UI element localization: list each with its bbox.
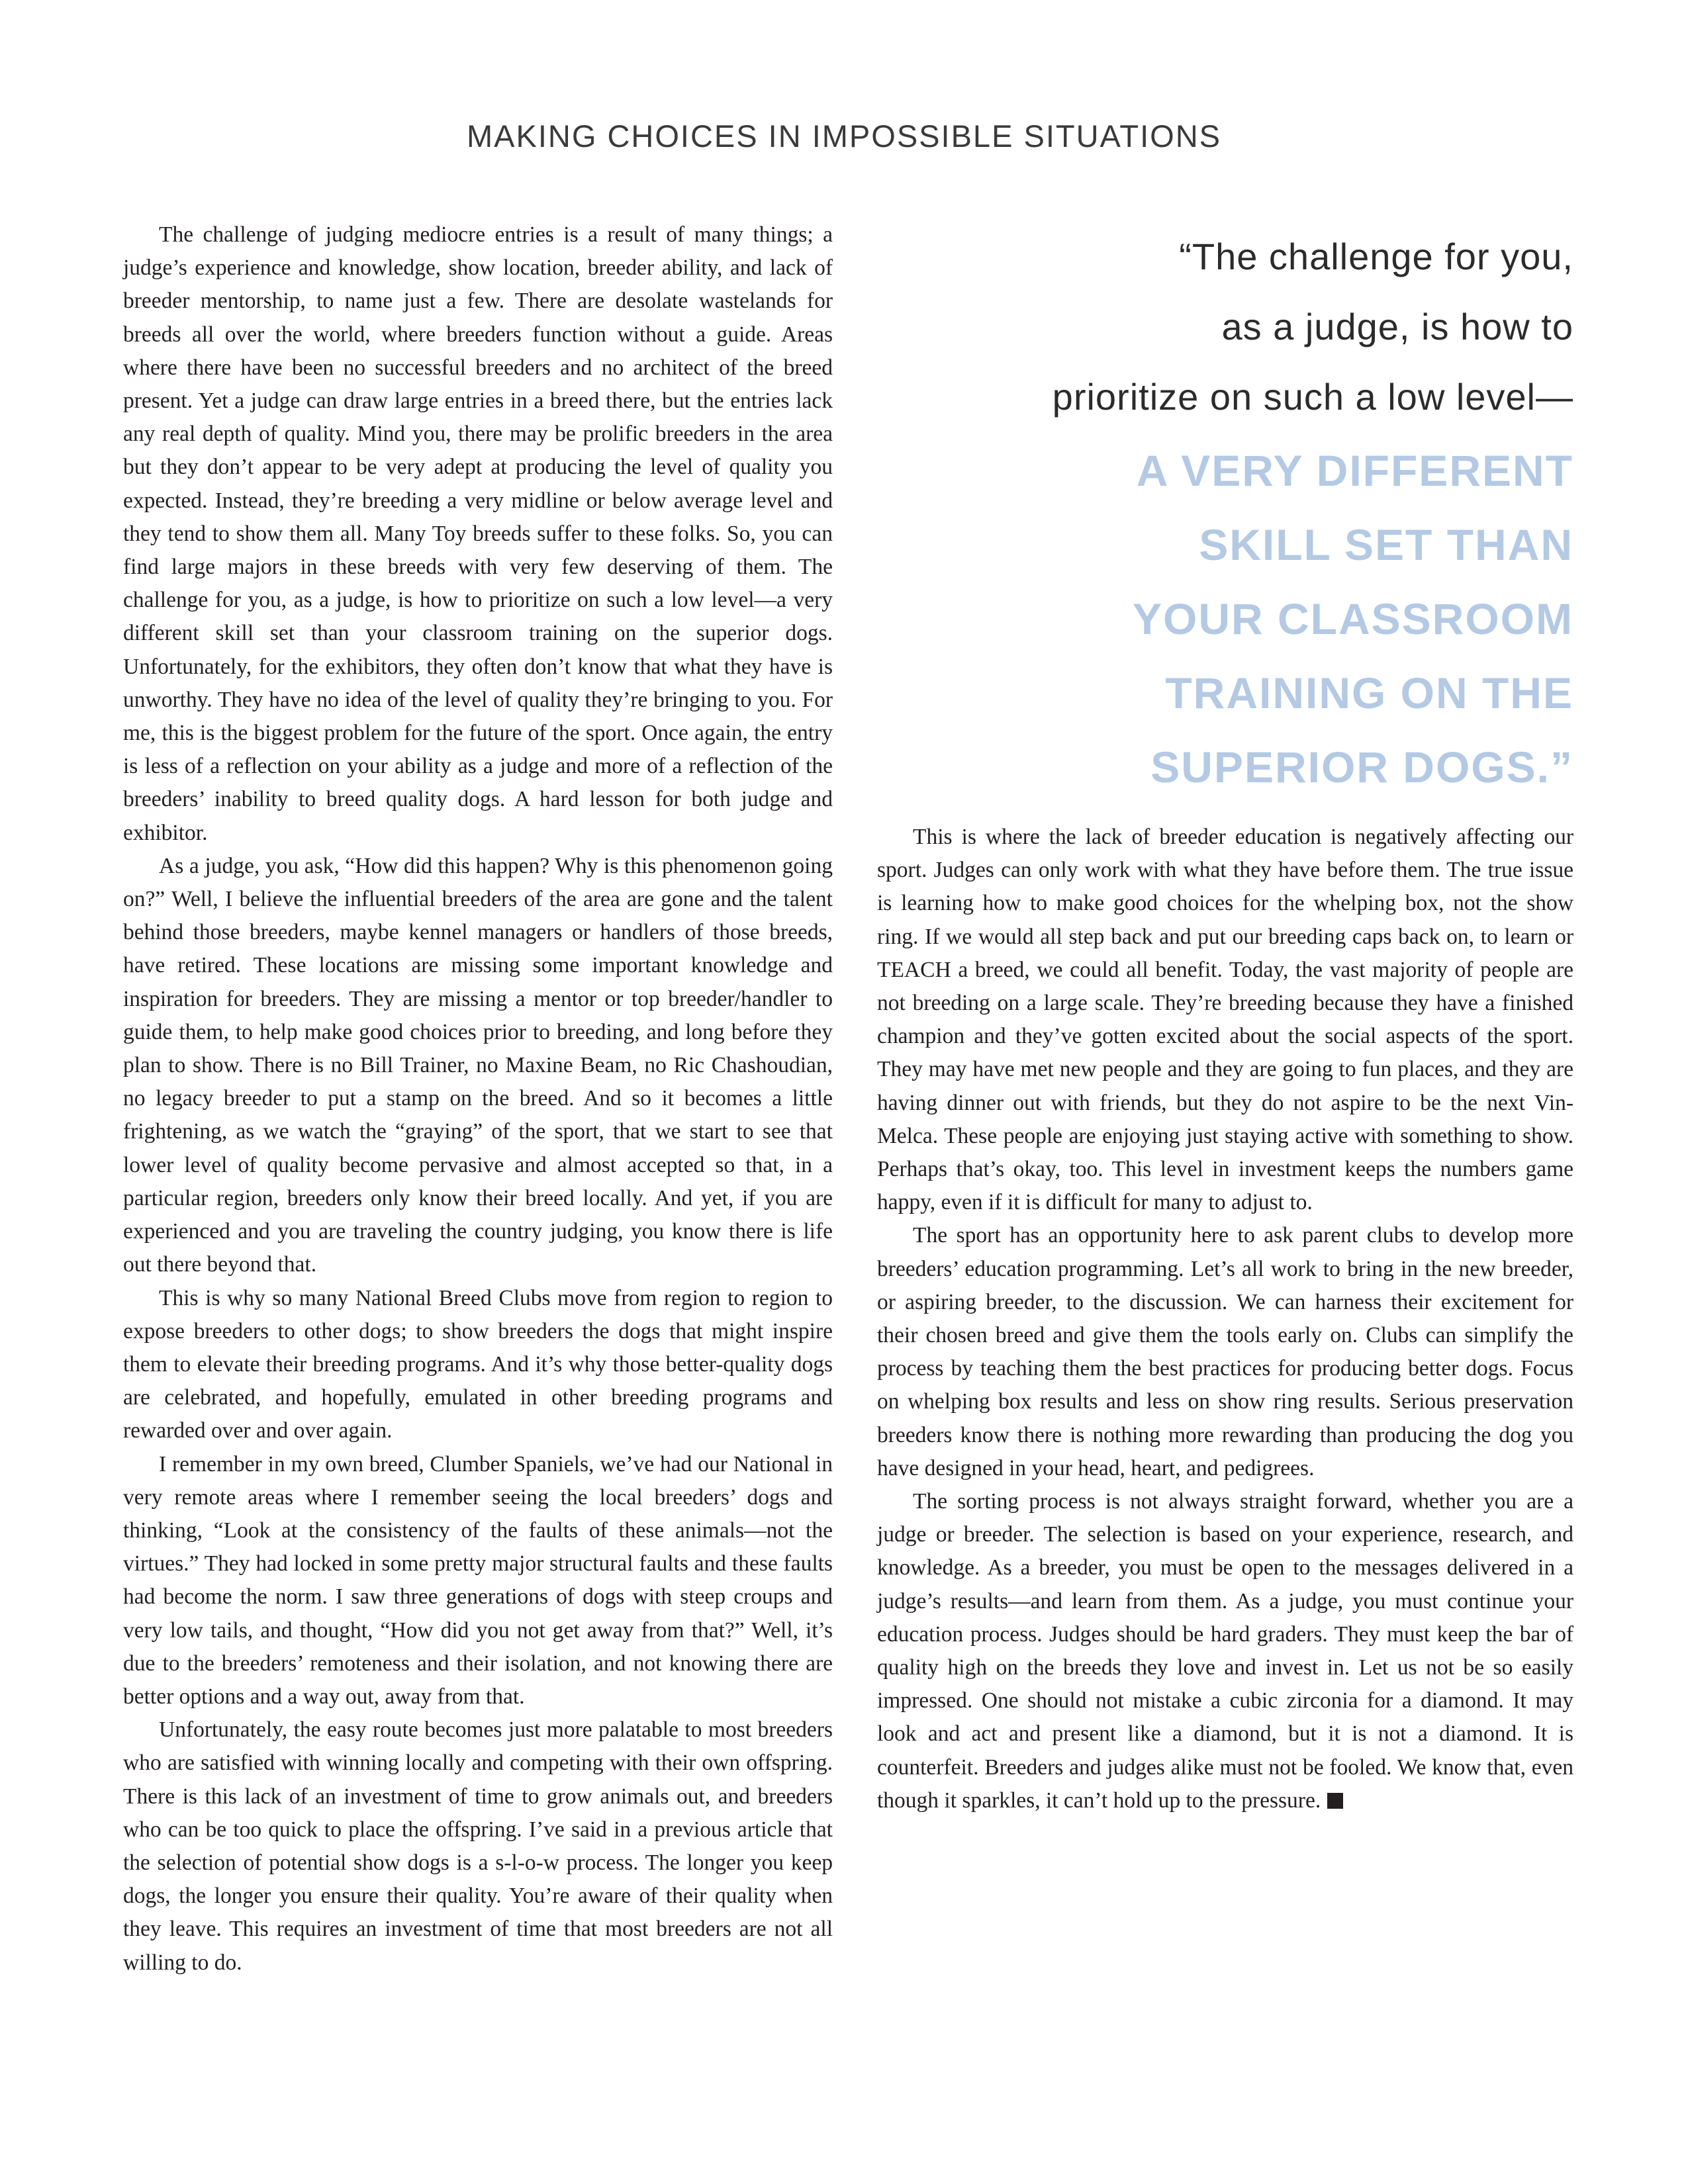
pull-quote-line-1: “The challenge for you, (1179, 236, 1573, 277)
pull-quote-emphasis-5: SUPERIOR DOGS.” (1150, 743, 1573, 792)
pull-quote-emphasis-4: TRAINING ON THE (1165, 668, 1573, 717)
left-paragraph-3: This is why so many National Breed Clubs move from region to region to expose breeders to other dogs; to show breeders the dogs that might inspire them to elevate their breeding programs. And it’s why those better-quality dogs are celebrated, and hopefully, emulated in other breeding programs and rewarded over and over again. (123, 1285, 833, 1443)
pull-quote-emphasis-1: A VERY DIFFERENT (1136, 446, 1573, 495)
running-header: MAKING CHOICES IN IMPOSSIBLE SITUATIONS (466, 118, 1222, 154)
right-column (877, 821, 1573, 1817)
left-paragraph-1: The challenge of judging mediocre entries is a result of many things; a judge’s experience and knowledge, show location, breeder ability, and lack of breeder mentorship, to name just a few. There are desolate wastelands for breeds all over the world, where breeders function without a guide. Areas where there have been no successful breeders and no architect of the breed present. Yet a judge can draw large entries in a breed there, but the entries lack any real depth of quality. Mind you, there may be prolific breeders in the area but they don’t appear to be very adept at producing the level of quality you expected. Instead, they’re breeding a very midline or below average level and they tend to show them all. Many Toy breeds suffer to these folks. So, you can find large majors in these breeds with very few deserving of them. The challenge for you, as a judge, is how to prioritize on such a low level—a very different skill set than your classroom training on the superior dogs. Unfortunately, for the exhibitors, they often don’t know that what they have is unworthy. They have no idea of the level of quality they’re bringing to you. For me, this is the biggest problem for the future of the sport. Once again, the entry is less of a reflection on your ability as a judge and more of a reflection of the breeders’ inability to breed quality dogs. A hard lesson for both judge and exhibitor. (123, 222, 833, 845)
pull-quote-emphasis-3: YOUR CLASSROOM (1132, 594, 1573, 643)
left-column (123, 218, 833, 1979)
left-paragraph-2: As a judge, you ask, “How did this happen? Why is this phenomenon going on?” Well, I believe the influential breeders of the area are gone and the talent behind those breeders, maybe kennel managers or handlers of those breeds, have retired. These locations are missing some important knowledge and inspiration for breeders. They are missing a mentor or top breeder/handler to guide them, to help make good choices prior to breeding, and long before they plan to show. There is no Bill Trainer, no Maxine Beam, no Ric Chashoudian, no legacy breeder to put a stamp on the breed. And so it becomes a little frightening, as we watch the “graying” of the sport, that we start to see that lower level of quality become pervasive and almost accepted so that, in a particular region, breeders only know their breed locally. And yet, if you are experienced and you are traveling the country judging, you know there is life out there beyond that. (123, 853, 833, 1277)
left-paragraph-4: I remember in my own breed, Clumber Spaniels, we’ve had our National in very remote areas where I remember seeing the local breeders’ dogs and thinking, “Look at the consistency of the faults of these animals—not the virtues.” They had locked in some pretty major structural faults and these faults had become the norm. I saw three generations of dogs with steep croups and very low tails, and thought, “How did you not get away from that?” Well, it’s due to the breeders’ remoteness and their isolation, and not knowing there are better options and a way out, away from that. (123, 1451, 833, 1709)
end-mark-icon (1327, 1793, 1343, 1809)
right-paragraph-1: This is where the lack of breeder education is negatively affecting our sport. Judges can only work with what they have before them. The true issue is learning how to make good choices for the whelping box, not the show ring. If we would all step back and put our breeding caps back on, to learn or TEACH a breed, we could all benefit. Today, the vast majority of people are not breeding on a large scale. They’re breeding because they have a finished champion and they’ve gotten excited about the social aspects of the sport. They may have met new people and they are going to fun places, and they are having dinner out with friends, but they do not aspire to be the next Vin-Melca. These people are enjoying just staying active with something to show. Perhaps that’s okay, too. This level in investment keeps the numbers game happy, even if it is difficult for many to adjust to. (877, 825, 1573, 1215)
pull-quote-line-3: prioritize on such a low level— (1052, 376, 1573, 418)
right-paragraph-3 (877, 1485, 1573, 1817)
pull-quote (877, 222, 1573, 803)
right-paragraph-3-text: The sorting process is not always straight forward, whether you are a judge or breeder. The selection is based on your experience, research, and knowledge. As a breeder, you must be open to the messages delivered in a judge’s results—and learn from them. As a judge, you must continue your education process. Judges should be hard graders. They must keep the bar of quality high on the breeds they love and invest in. Let us not be so easily impressed. One should not mistake a cubic zirconia for a diamond. It may look and act and present like a diamond, but it is not a diamond. It is counterfeit. Breeders and judges alike must not be fooled. We know that, even though it sparkles, it can’t hold up to the pressure. (877, 1489, 1573, 1813)
left-paragraph-5: Unfortunately, the easy route becomes just more palatable to most breeders who are satisfied with winning locally and competing with their own offspring. There is this lack of an investment of time to grow animals out, and breeders who can be too quick to place the offspring. I’ve said in a previous article that the selection of potential show dogs is a s-l-o-w process. The longer you keep dogs, the longer you ensure their quality. You’re aware of their quality when they leave. This requires an investment of time that most breeders are not all willing to do. (123, 1717, 833, 1975)
right-paragraph-2: The sport has an opportunity here to ask parent clubs to develop more breeders’ education programming. Let’s all work to bring in the new breeder, or aspiring breeder, to the discussion. We can harness their excitement for their chosen breed and give them the tools early on. Clubs can simplify the process by teaching them the best practices for producing better dogs. Focus on whelping box results and less on show ring results. Serious preservation breeders know there is nothing more rewarding than producing the dog you have designed in your head, heart, and pedigrees. (877, 1223, 1573, 1480)
pull-quote-line-2: as a judge, is how to (1221, 306, 1573, 347)
pull-quote-emphasis-2: SKILL SET THAN (1199, 520, 1573, 569)
